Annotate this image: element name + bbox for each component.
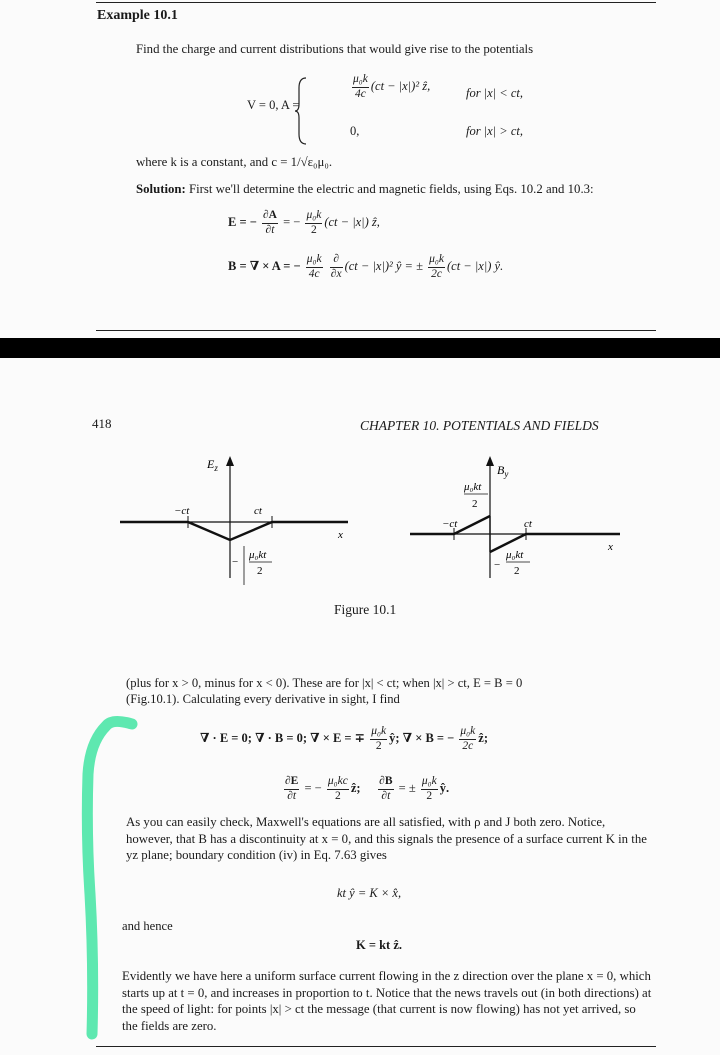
dBdt-den: ∂t [381, 789, 391, 802]
dEdt-val-num: μ₀kc [327, 776, 349, 790]
example-title: Example 10.1 [97, 8, 178, 23]
By-neg-ct: −ct [442, 518, 458, 530]
solution-text: First we'll determine the electric and magnetic fields, using Eqs. 10.2 and 10.3: [189, 182, 594, 196]
chapter-header: CHAPTER 10. POTENTIALS AND FIELDS [360, 418, 599, 433]
curlE-den: 2 [375, 739, 382, 752]
E-frac-1 [262, 210, 278, 236]
By-y-arrow [486, 456, 494, 466]
B-mid: (ct − |x|)² ŷ = ± [344, 258, 423, 273]
curlB-num: μ₀k [459, 726, 476, 740]
solution-label: Solution: [136, 182, 186, 196]
E-frac-1-den: ∂t [265, 223, 275, 236]
Ez-curve [120, 522, 348, 540]
dEdt-val-frac [327, 776, 349, 802]
highlighter-bracket-annotation [72, 714, 142, 1048]
B-frac-3 [428, 254, 445, 280]
para1-line1: (plus for x > 0, minus for x < 0). These are for |x| < ct; when |x| > ct, E = B = 0 [126, 676, 523, 690]
Ez-pos-ct: ct [254, 505, 262, 517]
Ez-value-num: μ₀kt [249, 549, 267, 561]
boundary-equation: kt ŷ = K × x̂, [337, 886, 402, 900]
B-frac-3-den: 2c [431, 267, 442, 280]
where-line: where k is a constant, and c = 1/√ε₀μ₀. [136, 155, 333, 169]
top-rule [96, 2, 656, 3]
B-lhs: B = ∇ × A = − [228, 258, 301, 273]
page-bottom-rule [96, 1046, 656, 1047]
case2-condition: for |x| > ct, [466, 124, 523, 138]
Ez-neg-ct: −ct [174, 505, 190, 517]
E-frac-2 [305, 210, 322, 236]
para2: As you can easily check, Maxwell's equations are all satisfied, with ρ and J both zero. Notice, however, that B has a discontinuity at x = 0, and this signals the presence of a surface current K in the yz plane; boundary condition (iv) in Eq. 7.63 gives [126, 815, 647, 862]
left-brace [294, 76, 308, 146]
K-equation: K = kt ẑ. [356, 938, 403, 952]
curlE-tail: ŷ; ∇ × B = − [389, 730, 455, 745]
By-bottom-sign: − [494, 559, 501, 571]
dEdt-val-den: 2 [334, 789, 341, 802]
case1-condition: for |x| < ct, [466, 86, 523, 100]
B-frac-1-den: 4c [308, 267, 320, 280]
para1-line2: (Fig.10.1). Calculating every derivative in sight, I find [126, 692, 400, 706]
solution-line [136, 182, 594, 197]
By-bottom-den: 2 [514, 565, 520, 577]
dEdt-mid: = − [304, 780, 322, 795]
B-frac-2-den: ∂x [330, 267, 342, 280]
dEdt-num: ∂E [284, 776, 299, 790]
curlB-tail: ẑ; [478, 730, 488, 745]
E-frac-2-den: 2 [311, 223, 317, 236]
case1-frac-den: 4c [355, 87, 366, 100]
dEdt-frac [284, 776, 299, 802]
E-rhs: (ct − |x|) ẑ, [324, 214, 380, 229]
textbook-page-bottom [0, 358, 720, 1055]
case1-fraction [352, 74, 369, 100]
dBdt-val-num: μ₀k [421, 776, 438, 790]
E-frac-1-num: ∂A [262, 210, 278, 224]
Ez-y-arrow [226, 456, 234, 466]
dBdt-val-frac [421, 776, 438, 802]
Ez-x-label: x [338, 529, 343, 541]
dBdt-frac [378, 776, 393, 802]
maxwell-derivatives-line [200, 726, 488, 752]
By-plot [402, 450, 627, 585]
curlE-num: μ₀k [370, 726, 387, 740]
Ez-value-sign: − [232, 556, 239, 568]
B-frac-3-num: μ₀k [428, 254, 445, 268]
B-frac-1 [306, 254, 323, 280]
B-frac-2-num: ∂ [330, 254, 343, 268]
By-top-den: 2 [472, 498, 478, 510]
dEdt-tail: ẑ; [350, 780, 361, 795]
page-number: 418 [92, 416, 112, 431]
B-equation [228, 254, 503, 280]
By-pos-ct: ct [524, 518, 532, 530]
time-derivatives-line [282, 776, 449, 802]
problem-statement: Find the charge and current distributions that would give rise to the potentials [136, 42, 534, 56]
potential-lhs: V = 0, A = [247, 98, 300, 112]
Ez-plot [110, 450, 360, 585]
potential-case-1 [350, 74, 430, 100]
case2-expr: 0, [350, 124, 360, 138]
bottom-rule [96, 330, 656, 331]
curlB-frac [459, 726, 476, 752]
E-equation [228, 210, 380, 236]
E-lhs: E = − [228, 214, 257, 229]
figure-caption: Figure 10.1 [334, 602, 397, 617]
para3: Evidently we have here a uniform surface current flowing in the z direction over the plane x = 0, which starts up at t = 0, and increases in proportion to t. Notice that the news travels out (in both directions) at the speed of light: for points |x| > ct the message (that current is now flowing) has not yet arrived, so the fields are zero. [122, 969, 652, 1033]
B-rhs: (ct − |x|) ŷ. [446, 258, 504, 273]
dBdt-tail: ŷ. [439, 780, 450, 795]
By-y-label: $B_y$ [497, 463, 509, 479]
B-frac-2 [330, 254, 343, 280]
dEdt-den: ∂t [287, 789, 297, 802]
By-x-label: x [608, 541, 613, 553]
and-hence: and hence [122, 919, 173, 933]
div-curl-eqs: ∇ · E = 0; ∇ · B = 0; ∇ × E = ∓ [200, 730, 366, 745]
curlB-den: 2c [462, 739, 474, 752]
curlE-frac [370, 726, 387, 752]
dBdt-num: ∂B [378, 776, 393, 790]
textbook-page-top [0, 0, 720, 338]
By-top-num: μ₀kt [464, 481, 482, 493]
E-frac-2-num: μ₀k [305, 210, 322, 224]
dBdt-mid: = ± [398, 780, 416, 795]
B-frac-1-num: μ₀k [306, 254, 323, 268]
Ez-y-label: $E_z$ [207, 457, 218, 473]
case1-frac-num: μ₀k [352, 74, 369, 88]
By-bottom-num: μ₀kt [506, 549, 524, 561]
Ez-value-den: 2 [257, 565, 263, 577]
E-mid: = − [283, 214, 301, 229]
dBdt-val-den: 2 [426, 789, 433, 802]
case1-expr: (ct − |x|)² ẑ, [370, 78, 431, 93]
